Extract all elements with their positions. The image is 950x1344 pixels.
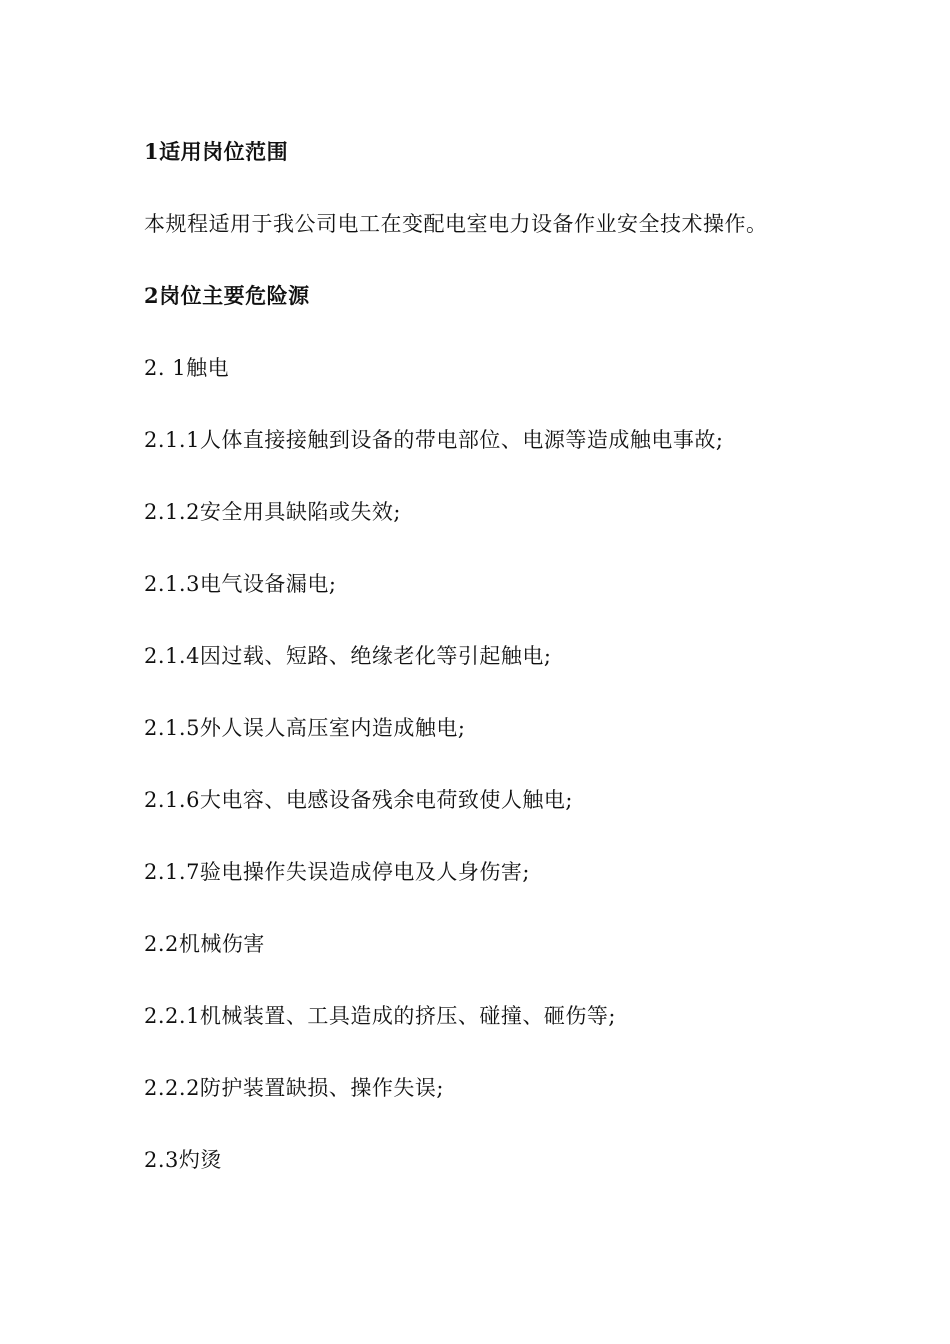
list-item: 2.2.2防护装置缺损、操作失误; [144, 1076, 445, 1100]
list-item: 2.1.7验电操作失误造成停电及人身伤害; [144, 860, 531, 884]
list-item: 2.1.5外人误人高压室内造成触电; [144, 716, 466, 740]
list-item: 2.2.1机械装置、工具造成的挤压、碰撞、砸伤等; [144, 1004, 617, 1028]
section-heading-scope: 1适用岗位范围 [144, 139, 289, 164]
list-item: 2.1.4因过载、短路、绝缘老化等引起触电; [144, 644, 552, 668]
list-item: 2.1.6大电容、电感设备残余电荷致使人触电; [144, 788, 574, 812]
list-item: 2.1.1人体直接接触到设备的带电部位、电源等造成触电事故; [144, 428, 724, 452]
subsection-mechanical-injury: 2.2机械伤害 [144, 932, 265, 956]
subsection-electric-shock: 2. 1触电 [144, 356, 230, 380]
section-heading-hazards: 2岗位主要危险源 [144, 283, 310, 308]
list-item: 2.1.3电气设备漏电; [144, 572, 337, 596]
list-item: 2.1.2安全用具缺陷或失效; [144, 500, 402, 524]
paragraph-scope: 本规程适用于我公司电工在变配电室电力设备作业安全技术操作。 [144, 212, 768, 236]
subsection-burns: 2.3灼烫 [144, 1148, 222, 1172]
